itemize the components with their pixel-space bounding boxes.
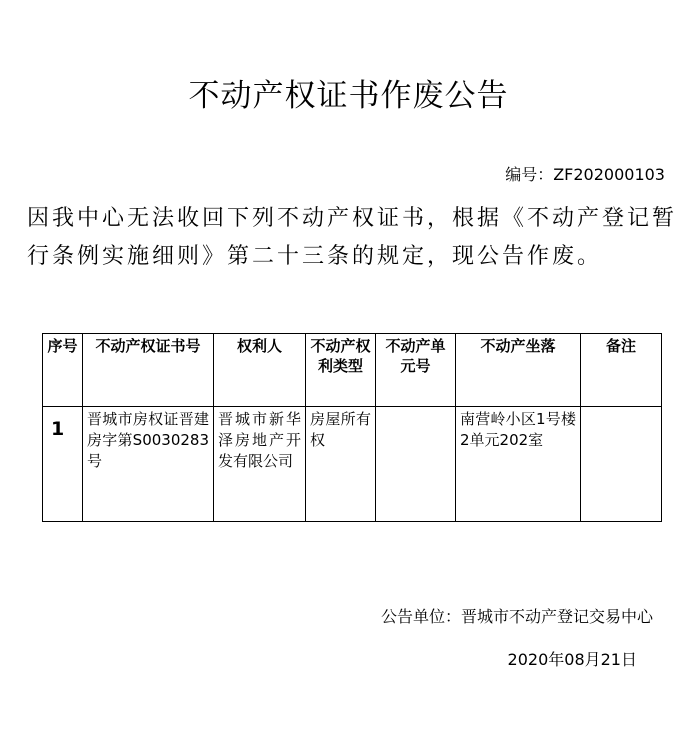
notice-paragraph: 因我中心无法收回下列不动产权证书，根据《不动产登记暂行条例实施细则》第二十三条的规定，现公告作废。 — [27, 206, 678, 269]
certificate-table — [42, 333, 662, 522]
cell-remark — [581, 407, 662, 522]
header-holder: 权利人 — [214, 334, 306, 407]
cell-location: 南营岭小区1号楼2单元202室 — [456, 407, 581, 522]
table-header-row — [43, 334, 662, 407]
notice-date: 2020年08月21日 — [507, 650, 637, 669]
header-right-type: 不动产权利类型 — [306, 334, 376, 407]
cell-seq: 1 — [43, 407, 83, 522]
cell-unit-no — [376, 407, 456, 522]
header-seq: 序号 — [43, 334, 83, 407]
issuing-organization: 公告单位：晋城市不动产登记交易中心 — [380, 607, 653, 626]
header-unit-no: 不动产单元号 — [376, 334, 456, 407]
header-remark: 备注 — [581, 334, 662, 407]
header-cert-no: 不动产权证书号 — [83, 334, 214, 407]
cell-cert-no: 晋城市房权证晋建房字第S0030283号 — [83, 407, 214, 522]
cell-right-type: 房屋所有权 — [306, 407, 376, 522]
notice-title: 不动产权证书作废公告 — [188, 78, 509, 114]
document-number: 编号：ZF202000103 — [505, 165, 665, 184]
table-row — [43, 407, 662, 522]
cell-holder: 晋城市新华泽房地产开发有限公司 — [214, 407, 306, 522]
header-location: 不动产坐落 — [456, 334, 581, 407]
